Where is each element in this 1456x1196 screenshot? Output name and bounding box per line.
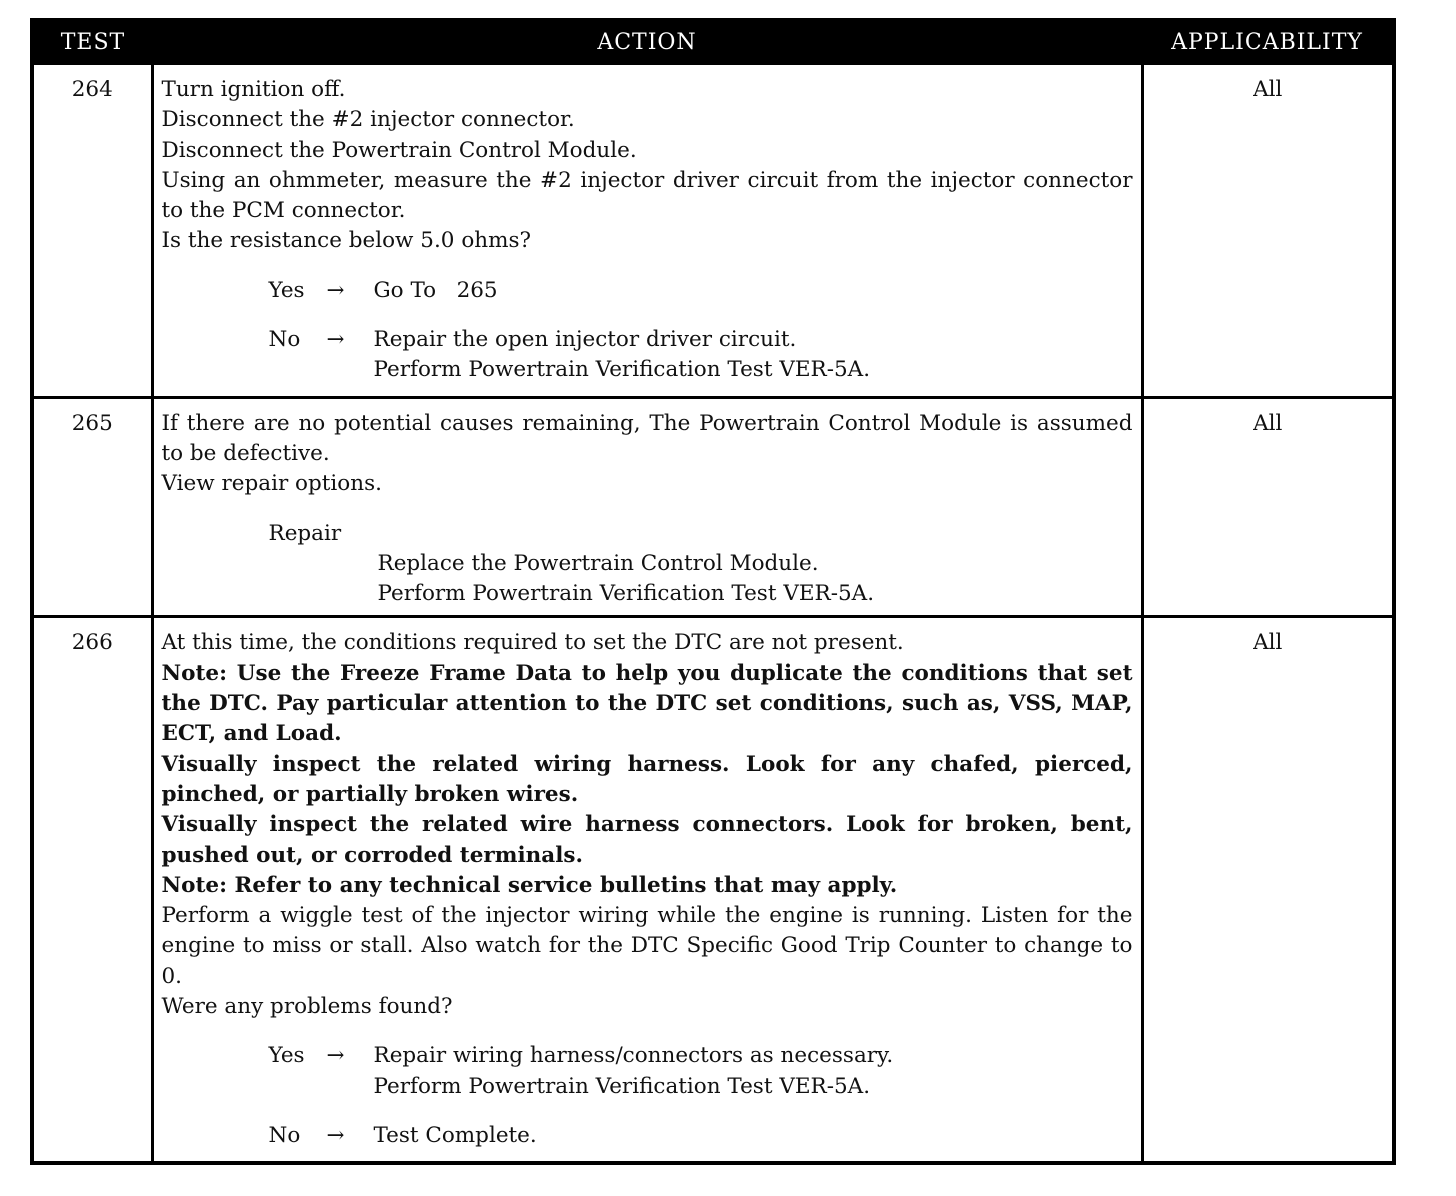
test-number: 266	[32, 617, 152, 1163]
diagnostic-test-table	[30, 18, 1396, 1165]
outcome-yes	[162, 1041, 1133, 1102]
action-line: At this time, the conditions required to set the DTC are not present.	[161, 630, 904, 656]
outcome-body	[374, 325, 1133, 386]
action-line: Is the resistance below 5.0 ohms?	[161, 228, 532, 254]
action-line: Were any problems found?	[161, 994, 453, 1020]
applicability-value: All	[1142, 617, 1394, 1163]
repair-options	[162, 549, 1133, 610]
outcome-body	[374, 1041, 1133, 1102]
outcome-label: No	[268, 327, 301, 353]
outcome-line: Perform Powertrain Verification Test VER-5A.	[373, 1073, 871, 1099]
test-number: 265	[32, 397, 152, 617]
action-cell	[152, 617, 1142, 1163]
table-row	[32, 64, 1394, 398]
header-test: TEST	[32, 20, 152, 64]
outcome-line: Test Complete.	[373, 1122, 537, 1148]
inspect-line: Visually inspect the related wiring harness. Look for any chafed, pierced, pinched, or partially broken wires.	[161, 751, 1133, 807]
test-number: 264	[32, 64, 152, 398]
outcome-label: Yes	[268, 1043, 305, 1069]
repair-line: Perform Powertrain Verification Test VER-5A.	[377, 581, 875, 607]
header-action: ACTION	[152, 20, 1142, 64]
repair-label: Repair	[268, 520, 342, 546]
action-line: Using an ohmmeter, measure the #2 injector driver circuit from the injector connector to the PCM connector.	[161, 167, 1133, 224]
inspect-line: Visually inspect the related wire harness connectors. Look for broken, bent, pushed out, or corroded terminals.	[161, 812, 1133, 868]
table-header-row	[32, 20, 1394, 64]
table-row	[32, 617, 1394, 1163]
action-line: If there are no potential causes remaining, The Powertrain Control Module is assumed to be defective.	[161, 410, 1133, 466]
outcome-no	[162, 1121, 1133, 1151]
action-line: Perform a wiggle test of the injector wiring while the engine is running. Listen for the engine to miss or stall. Also watch for the DTC Specific Good Trip Counter to change to 0.	[161, 903, 1133, 989]
outcome-body	[374, 1121, 1133, 1151]
action-cell	[152, 397, 1142, 617]
arrow-icon: →	[326, 1043, 345, 1069]
header-applicability: APPLICABILITY	[1142, 20, 1394, 64]
outcome-line: Go To 265	[373, 277, 498, 303]
outcome-label: Yes	[268, 277, 305, 303]
action-line: Disconnect the Powertrain Control Module.	[161, 137, 637, 163]
note-line: Note: Use the Freeze Frame Data to help you duplicate the conditions that set the DTC. Pay particular attention to the DTC set conditions, such as, VSS, MAP, ECT, and Load.	[161, 660, 1133, 747]
action-line: Disconnect the #2 injector connector.	[161, 107, 575, 133]
outcome-label: No	[268, 1122, 301, 1148]
outcome-line: Repair wiring harness/connectors as necessary.	[373, 1043, 894, 1069]
action-cell	[152, 64, 1142, 398]
note-line: Note: Refer to any technical service bulletins that may apply.	[161, 872, 898, 898]
outcome-yes	[162, 276, 1133, 306]
outcome-no	[162, 325, 1133, 386]
arrow-icon: →	[326, 277, 345, 303]
repair-line: Replace the Powertrain Control Module.	[377, 550, 819, 576]
arrow-icon: →	[326, 1122, 345, 1148]
outcome-body	[374, 276, 1133, 306]
action-line: Turn ignition off.	[161, 77, 346, 102]
arrow-icon: →	[326, 327, 345, 353]
outcome-line: Repair the open injector driver circuit.	[373, 327, 797, 353]
applicability-value: All	[1142, 397, 1394, 617]
outcome-line: Perform Powertrain Verification Test VER-5A.	[373, 357, 871, 383]
table-row	[32, 397, 1394, 617]
applicability-value: All	[1142, 64, 1394, 398]
action-line: View repair options.	[161, 471, 382, 497]
